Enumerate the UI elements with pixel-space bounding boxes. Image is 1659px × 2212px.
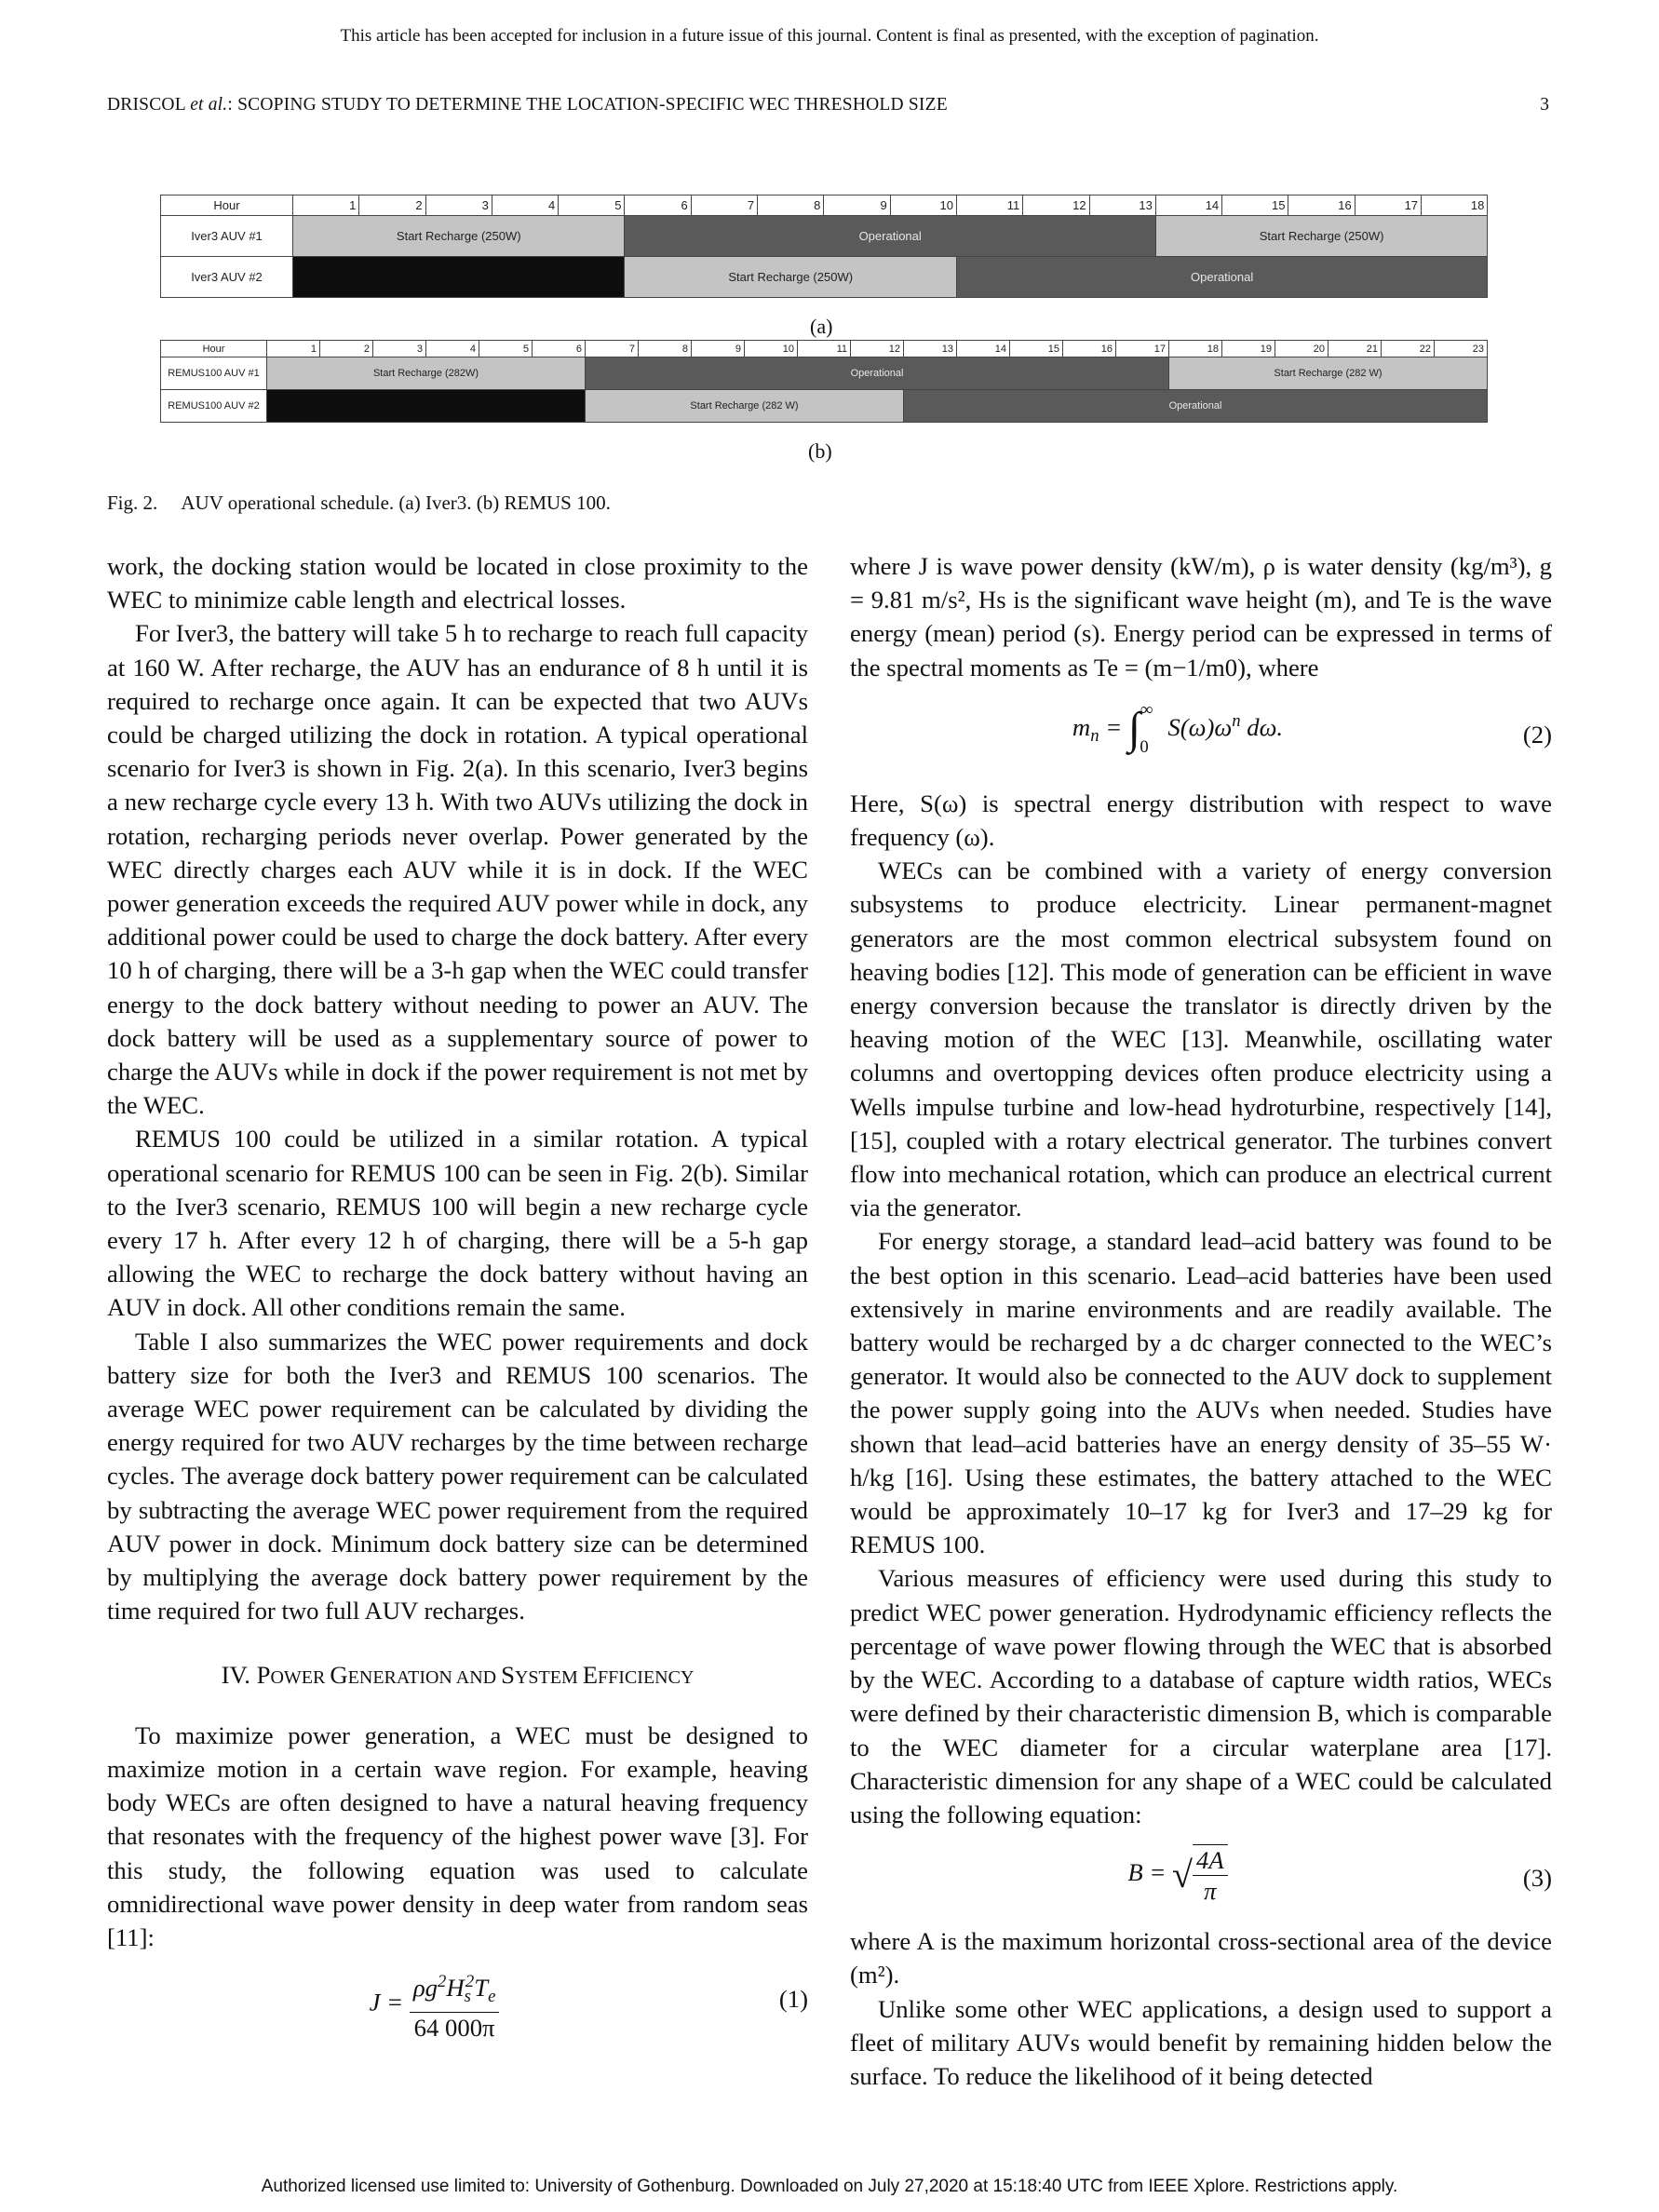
paragraph: Unlike some other WEC applications, a design used to support a fleet of military AUVs would benefit by remaining hidden below the surface. To reduce the likelihood of it being detected: [850, 1994, 1552, 2090]
hour-cell: 14: [1155, 196, 1221, 216]
hour-cell: 17: [1116, 341, 1169, 357]
schedule-table-iver3: [160, 195, 1488, 298]
hour-cell: 21: [1329, 341, 1382, 357]
hour-cell: 18: [1169, 341, 1222, 357]
hour-cell: 7: [691, 196, 757, 216]
auv-row-label: REMUS100 AUV #2: [161, 390, 267, 423]
equation-1: J = $\frac{\rho g^2H_s^2T_e}{64 000\pi}$ (1): [107, 1967, 808, 2038]
acceptance-banner: This article has been accepted for inclusion in a future issue of this journal. Content is final as presented, with the exception of pagination.: [340, 26, 1319, 46]
auv-row-label: Iver3 AUV #1: [161, 216, 293, 257]
recharge-period: Start Recharge (282W): [267, 357, 586, 390]
hour-cell: 16: [1063, 341, 1116, 357]
equation-2: $m_n = \int^\infty_0$ $S(\omega)\omega^n$ dω. (2): [1072, 699, 1552, 757]
operational-period: Operational: [586, 357, 1169, 390]
hour-cell: 13: [1089, 196, 1155, 216]
hour-cell: 20: [1275, 341, 1329, 357]
hour-cell: 1: [267, 341, 320, 357]
hour-cell: 2: [359, 196, 425, 216]
license-footer: Authorized licensed use limited to: University of Gothenburg. Downloaded on July 27,2020 at 15:18:40 UTC from IEEE Xplore. Restrictions apply.: [261, 2177, 1398, 2196]
hour-cell: 5: [559, 196, 625, 216]
recharge-period: Start Recharge (250W): [1155, 216, 1487, 257]
paragraph: WECs can be combined with a variety of energy conversion subsystems to produce electricity. Linear permanent-magnet generators are the most common electrical subsystem found on heaving bodies [12]. This mode of generation can be efficient in wave energy conversion because the translator is directly driven by the heaving motion of the WEC [13]. Meanwhile, oscillating water columns and overtopping devices often produce electricity using a Wells impulse turbine and low-head hydroturbine, respectively [14], [15], coupled with a rotary electrical generator. The turbines convert flow into mechanical rotation, which can produce an electrical current via the generator.: [850, 856, 1552, 1222]
paragraph: For Iver3, the battery will take 5 h to recharge to reach full capacity at 160 W. After recharge, the AUV has an endurance of 8 h until it is required to recharge once again. It can be expected that two AUVs could be charged utilizing the dock in rotation. A typical operational scenario for Iver3 is shown in Fig. 2(a). In this scenario, Iver3 begins a new recharge cycle every 13 h. With two AUVs utilizing the dock in rotation, recharging periods never overlap. Power generated by the WEC directly charges each AUV while it is in dock. If the WEC power generation exceeds the required AUV power while in dock, any additional power could be used to charge the dock battery. After every 10 h of charging, there will be a 3-h gap when the WEC could transfer energy to the dock battery without needing to power an AUV. The dock battery will be used as a supplementary source of power to charge the AUVs while in dock if the power requirement is not met by the WEC.: [107, 619, 808, 1120]
hour-cell: 4: [492, 196, 558, 216]
hour-cell: 13: [904, 341, 957, 357]
hour-cell: 6: [533, 341, 586, 357]
hour-cell: 5: [479, 341, 533, 357]
hour-header: Hour: [161, 341, 267, 357]
hour-cell: 11: [798, 341, 851, 357]
hour-cell: 1: [293, 196, 359, 216]
paragraph: Here, S(ω) is spectral energy distribution with respect to wave frequency (ω).: [850, 789, 1552, 852]
hour-cell: 11: [956, 196, 1022, 216]
recharge-period: Start Recharge (282 W): [1169, 357, 1488, 390]
hour-cell: 2: [320, 341, 373, 357]
paragraph: For energy storage, a standard lead–acid battery was found to be the best option in this scenario. Lead–acid batteries have been used extensively in marine environments and are readily available. The battery would be recharged by a dc charger connected to the WEC’s generator. It would also be connected to the AUV dock to supplement the power supply going into the AUVs when needed. Studies have shown that lead–acid batteries have an energy density of 35–55 W· h/kg [16]. Using these estimates, the battery attached to the WEC would be approximately 10–17 kg for Iver3 and 17–29 kg for REMUS 100.: [850, 1227, 1552, 1559]
section-heading: IV. POWER GENERATION AND SYSTEM EFFICIENCY: [221, 1660, 695, 1689]
left-column: [107, 549, 808, 2049]
operational-period: Operational: [956, 257, 1487, 298]
hour-cell: 7: [586, 341, 639, 357]
paragraph: where A is the maximum horizontal cross-sectional area of the device (m²).: [850, 1927, 1552, 1989]
paragraph: Various measures of efficiency were used during this study to predict WEC power generation. Hydrodynamic efficiency reflects the percentage of wave power flowing through the WEC that is absorbed by the WEC. According to a database of capture width ratios, WECs were defined by their characteristic dimension B, which is comparable to the WEC diameter for a circular waterplane area [17]. Characteristic dimension for any shape of a WEC could be calculated using the following equation:: [850, 1564, 1552, 1828]
hour-header: Hour: [161, 196, 293, 216]
subfigure-label-a: (a): [810, 315, 833, 338]
running-head: DRISCOL et al.: SCOPING STUDY TO DETERMINE THE LOCATION-SPECIFIC WEC THRESHOLD SIZE: [107, 95, 948, 115]
equation-3: B = √ $\frac{4A}{\pi}$ (3): [1127, 1846, 1552, 1906]
auv-row-label: REMUS100 AUV #1: [161, 357, 267, 390]
operational-period: Operational: [625, 216, 1155, 257]
hour-cell: 22: [1382, 341, 1435, 357]
paragraph: where J is wave power density (kW/m), ρ is water density (kg/m³), g = 9.81 m/s², Hs is the significant wave height (m), and Te is the wave energy (mean) period (s). Energy period can be expressed in terms of the spectral moments as Te = (m−1/m0), where: [850, 552, 1552, 681]
operational-period: Operational: [904, 390, 1488, 423]
hour-cell: 9: [692, 341, 745, 357]
recharge-period: Start Recharge (250W): [625, 257, 956, 298]
equation-number: (3): [1522, 1864, 1552, 1893]
recharge-period: Start Recharge (250W): [293, 216, 625, 257]
hour-cell: 15: [1222, 196, 1288, 216]
auv-row-label: Iver3 AUV #2: [161, 257, 293, 298]
hour-cell: 9: [824, 196, 890, 216]
hour-cell: 10: [890, 196, 956, 216]
hour-cell: 17: [1355, 196, 1421, 216]
hour-cell: 18: [1422, 196, 1488, 216]
hour-cell: 23: [1435, 341, 1488, 357]
equation-number: (2): [1522, 720, 1552, 749]
hour-cell: 12: [1023, 196, 1089, 216]
figure-caption: Fig. 2. AUV operational schedule. (a) Iver3. (b) REMUS 100.: [107, 492, 611, 514]
paragraph: Table I also summarizes the WEC power requirements and dock battery size for both the Iver3 and REMUS 100 scenarios. The average WEC power requirement can be calculated by dividing the energy required for two AUV recharges by the time between recharge cycles. The average dock battery power requirement can be calculated by subtracting the average WEC power requirement from the required AUV power in dock. Minimum dock battery size can be determined by multiplying the average dock battery power requirement by the time required for two full AUV recharges.: [107, 1327, 808, 1625]
paragraph: REMUS 100 could be utilized in a similar rotation. A typical operational scenario for REMUS 100 can be seen in Fig. 2(b). Similar to the Iver3 scenario, REMUS 100 will begin a new recharge cycle every 17 h. After every 12 h of charging, there will be a 5-h gap allowing the WEC to recharge the dock battery without having an AUV in dock. All other conditions remain the same.: [107, 1125, 808, 1322]
hour-cell: 6: [625, 196, 691, 216]
paragraph: work, the docking station would be located in close proximity to the WEC to minimize cable length and electrical losses.: [107, 552, 808, 614]
hour-cell: 19: [1222, 341, 1275, 357]
subfigure-label-b: (b): [808, 439, 832, 463]
hour-cell: 4: [426, 341, 479, 357]
right-column: [850, 549, 1552, 2093]
hour-cell: 8: [758, 196, 824, 216]
hour-cell: 12: [851, 341, 904, 357]
idle-period: [293, 257, 625, 298]
hour-cell: 16: [1288, 196, 1355, 216]
paragraph: To maximize power generation, a WEC must be designed to maximize motion in a certain wave region. For example, heaving body WECs are often designed to have a natural heaving frequency that resonates with the frequency of the highest power wave [3]. For this study, the following equation was used to calculate omnidirectional wave power density in deep water from random seas [11]:: [107, 1720, 808, 1951]
recharge-period: Start Recharge (282 W): [586, 390, 904, 423]
page-number: 3: [1540, 95, 1549, 115]
hour-cell: 14: [957, 341, 1010, 357]
hour-cell: 3: [373, 341, 426, 357]
schedule-table-remus: [160, 340, 1488, 423]
hour-cell: 10: [745, 341, 798, 357]
idle-period: [267, 390, 586, 423]
equation-number: (1): [778, 1985, 808, 2014]
hour-cell: 15: [1010, 341, 1063, 357]
hour-cell: 3: [425, 196, 492, 216]
hour-cell: 8: [639, 341, 692, 357]
